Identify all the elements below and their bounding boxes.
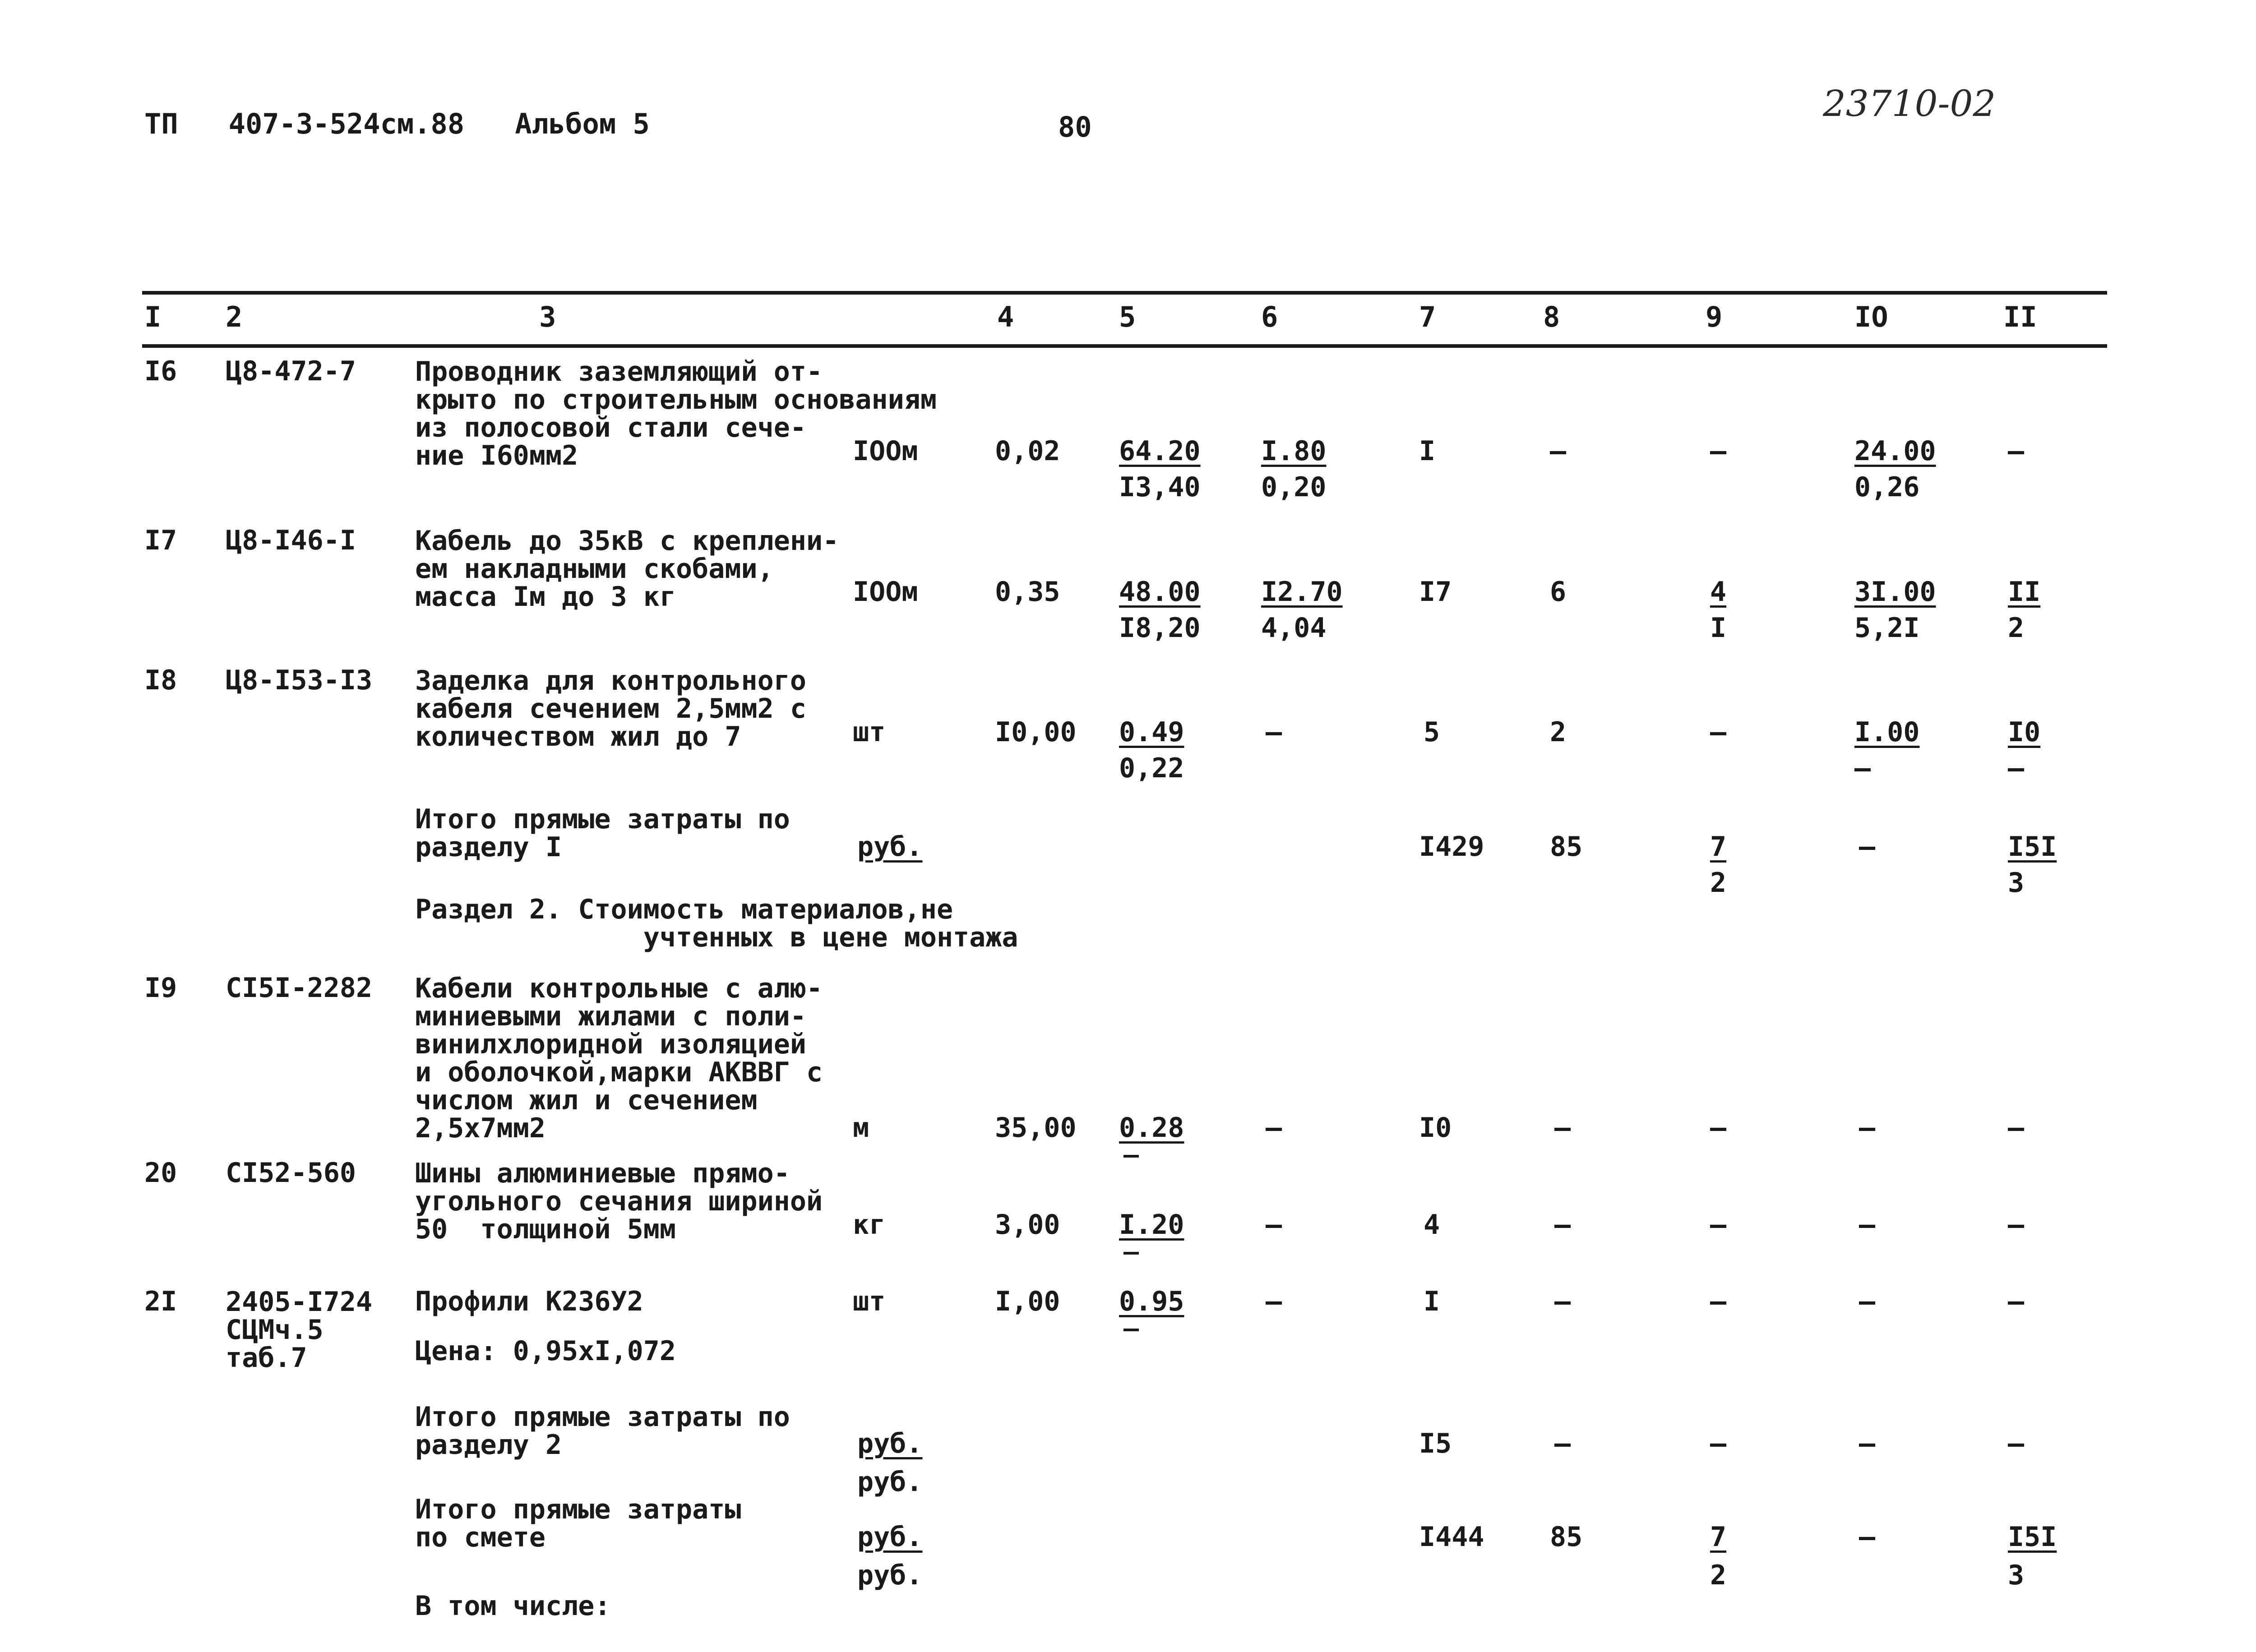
unit-secondary: руб.: [857, 1560, 923, 1591]
col8-value: –: [1554, 1286, 1571, 1317]
document-header: ТП 407-3-524см.88 Альбом 5: [144, 107, 650, 140]
col8-value: –: [1550, 435, 1567, 467]
quantity: 0,35: [995, 576, 1060, 608]
col11-bottom: –: [2008, 752, 2025, 784]
col11-value: –: [2008, 1209, 2025, 1241]
dash-mark: [1123, 1252, 1139, 1255]
rate-code: Ц8-472-7: [226, 355, 356, 387]
col8-value: –: [1554, 1209, 1571, 1241]
col11-value: –: [2008, 1428, 2025, 1459]
col10-bottom: 5,2I: [1854, 612, 1920, 644]
col11-top: I5I: [2008, 831, 2057, 863]
unit-cost: 64.20: [1119, 435, 1201, 467]
wage-cost: 0,22: [1119, 752, 1184, 784]
work-description: Проводник заземляющий от- крыто по строительным основаниям из полосовой стали сече- ние I60мм2: [415, 356, 937, 471]
total-description: Итого прямые затраты по разделу I: [415, 803, 790, 863]
col9-value: –: [1710, 716, 1727, 748]
col-header-8: 8: [1543, 300, 1560, 333]
col11-top: II: [2008, 576, 2041, 608]
unit-cost: 48.00: [1119, 576, 1201, 608]
col-header-10: IO: [1854, 300, 1888, 333]
col10-value: –: [1859, 1112, 1876, 1144]
machine-wage: 4,04: [1261, 612, 1327, 644]
col9-bottom: 2: [1710, 1560, 1727, 1591]
col8-value: 85: [1550, 1521, 1583, 1553]
col11-bottom: 2: [2008, 612, 2025, 644]
col9-top: 4: [1710, 576, 1727, 608]
unit-cost: 0.28: [1119, 1112, 1184, 1144]
rate-code: 2405-I724 СЦМч.5 таб.7: [226, 1286, 373, 1374]
unit-cost: I.20: [1119, 1209, 1184, 1241]
row-number: I9: [144, 972, 177, 1004]
col-header-2: 2: [226, 300, 243, 333]
work-description: Кабель до 35кВ с креплени- ем накладными скобами, масса Iм до 3 кг: [415, 525, 839, 613]
total-description: Итого прямые затраты по разделу 2: [415, 1401, 790, 1461]
col8-value: –: [1554, 1112, 1571, 1144]
dash-mark: [1123, 1155, 1139, 1158]
col10-value: –: [1859, 831, 1876, 863]
col8-value: 6: [1550, 576, 1567, 608]
col10-value: –: [1859, 1428, 1876, 1459]
including-label: В том числе:: [415, 1590, 611, 1622]
col-header-4: 4: [997, 300, 1014, 333]
col-header-3: 3: [539, 300, 556, 333]
col8-value: –: [1554, 1428, 1571, 1459]
unit: кг: [853, 1209, 886, 1241]
col-header-6: 6: [1261, 300, 1278, 333]
col-header-11: II: [2003, 300, 2037, 333]
table-top-rule: [142, 291, 2107, 295]
rate-code: CI5I-2282: [226, 972, 373, 1004]
col9-bottom: I: [1710, 612, 1727, 644]
row-number: 2I: [144, 1286, 177, 1317]
col-header-9: 9: [1706, 300, 1723, 333]
col10-bottom: –: [1854, 752, 1871, 784]
col11-value: –: [2008, 1286, 2025, 1317]
col9-top: 7: [1710, 831, 1727, 863]
total-description: Итого прямые затраты по смете: [415, 1494, 741, 1553]
section-heading: Раздел 2. Стоимость материалов,не учтенных в цене монтажа: [415, 894, 1018, 953]
page-number: 80: [1058, 111, 1092, 143]
col9-value: –: [1710, 435, 1727, 467]
col-header-1: I: [144, 300, 162, 333]
row-number: I7: [144, 525, 177, 556]
col10-value: –: [1859, 1521, 1876, 1553]
col11-bottom: 3: [2008, 867, 2025, 899]
col11-top: I0: [2008, 716, 2041, 748]
unit-cost: 0.49: [1119, 716, 1184, 748]
machine-wage: 0,20: [1261, 471, 1327, 503]
machine-cost: I.80: [1261, 435, 1327, 467]
machine-cost: I2.70: [1261, 576, 1343, 608]
total-cost: I7: [1419, 576, 1452, 608]
unit-secondary: руб.: [857, 1466, 923, 1498]
col8-value: 2: [1550, 716, 1567, 748]
quantity: 3,00: [995, 1209, 1060, 1241]
col10-value: –: [1859, 1286, 1876, 1317]
machine-cost: –: [1266, 1112, 1282, 1144]
quantity: 35,00: [995, 1112, 1077, 1144]
col10-value: –: [1859, 1209, 1876, 1241]
work-description: Профили К236У2: [415, 1286, 643, 1317]
work-description: Заделка для контрольного кабеля сечением 2,5мм2 с количеством жил до 7: [415, 665, 806, 752]
total-cost: I444: [1419, 1521, 1484, 1553]
col11-bottom: 3: [2008, 1560, 2025, 1591]
rate-code: CI52-560: [226, 1157, 356, 1189]
quantity: I0,00: [995, 716, 1077, 748]
rate-code: Ц8-I46-I: [226, 525, 356, 556]
row-number: 20: [144, 1157, 177, 1189]
wage-cost: I8,20: [1119, 612, 1201, 644]
unit: руб.: [857, 831, 923, 863]
col11-top: I5I: [2008, 1521, 2057, 1553]
col11-value: –: [2008, 435, 2025, 467]
machine-cost: –: [1266, 716, 1282, 748]
wage-cost: I3,40: [1119, 471, 1201, 503]
machine-cost: –: [1266, 1286, 1282, 1317]
handwritten-code: 23710-02: [1823, 83, 1996, 125]
dash-mark: [1123, 1329, 1139, 1331]
total-cost: I429: [1419, 831, 1484, 863]
col-header-7: 7: [1419, 300, 1436, 333]
col8-value: 85: [1550, 831, 1583, 863]
row-number: I6: [144, 355, 177, 387]
col11-value: –: [2008, 1112, 2025, 1144]
table-header-rule: [142, 344, 2107, 348]
col10-bottom: 0,26: [1854, 471, 1920, 503]
col9-value: –: [1710, 1112, 1727, 1144]
total-cost: I5: [1419, 1428, 1452, 1459]
quantity: 0,02: [995, 435, 1060, 467]
col9-value: –: [1710, 1428, 1727, 1459]
unit: шт: [853, 716, 886, 748]
work-description: Кабели контрольные с алю- миниевыми жилами с поли- винилхлоридной изоляцией и оболочкой,марки АКВВГ с числом жил и сечением 2,5х7мм2: [415, 973, 823, 1144]
price-formula: Цена: 0,95хI,072: [415, 1335, 676, 1367]
total-cost: 4: [1424, 1209, 1440, 1241]
col9-bottom: 2: [1710, 867, 1727, 899]
unit: руб.: [857, 1428, 923, 1459]
col10-top: I.00: [1854, 716, 1920, 748]
unit: м: [853, 1112, 869, 1144]
total-cost: I0: [1419, 1112, 1452, 1144]
unit: шт: [853, 1286, 886, 1317]
total-cost: I: [1424, 1286, 1440, 1317]
unit: руб.: [857, 1521, 923, 1553]
unit: IOOм: [853, 576, 918, 608]
col9-top: 7: [1710, 1521, 1727, 1553]
col10-top: 24.00: [1854, 435, 1936, 467]
col-header-5: 5: [1119, 300, 1136, 333]
row-number: I8: [144, 664, 177, 696]
machine-cost: –: [1266, 1209, 1282, 1241]
col9-value: –: [1710, 1286, 1727, 1317]
col10-top: 3I.00: [1854, 576, 1936, 608]
quantity: I,00: [995, 1286, 1060, 1317]
total-cost: 5: [1424, 716, 1440, 748]
unit-cost: 0.95: [1119, 1286, 1184, 1317]
total-cost: I: [1419, 435, 1436, 467]
unit: IOOм: [853, 435, 918, 467]
rate-code: Ц8-I53-I3: [226, 664, 373, 696]
work-description: Шины алюминиевые прямо- угольного сечания шириной 50 толщиной 5мм: [415, 1158, 823, 1245]
col9-value: –: [1710, 1209, 1727, 1241]
